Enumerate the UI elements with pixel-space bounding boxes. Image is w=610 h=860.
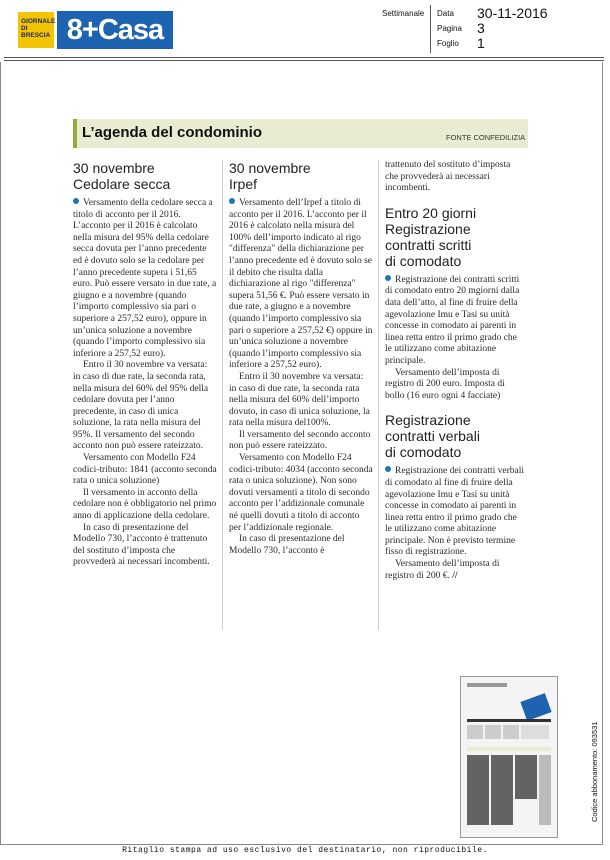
paragraph: Entro il 30 novembre va versata: in caso di due rate, la seconda rata, nella misura del 60% del 95% della cedolare dovuta per l’anno precedente, in caso di unica soluzione, la rata nella misura del 95%. Il versamento del secondo acconto non può essere rateizzato. [73,360,209,452]
heading-line: Registrazione [385,412,471,429]
column-comodato [385,160,525,582]
heading-line: Entro 20 giorni [385,204,477,221]
column-heading [229,160,373,192]
article-source: FONTE CONFEDILIZIA [446,133,526,142]
clipping-border-bottom [0,844,603,845]
heading-line: contratti verbali [385,428,480,445]
paragraph-text: Versamento dell’imposta di registro di 200 €. [385,559,500,581]
paragraph-text: Registrazione dei contratti scritti di comodato entro 20 mgiorni dalla data dell’atto, al fine di fruire della agevolazione Imu e Tasi su unità concesse in comodato ai parenti in linea retta entro il primo grado che le utilizzano come abitazione principale. [385,274,520,366]
paragraph [385,559,525,582]
clipping-border-left [0,62,1,844]
paragraph: trattenuto del sostituto d’imposta che provvederà ai necessari incombenti. [385,160,511,194]
heading-line: Registrazione [385,220,471,237]
paragraph: Versamento con Modello F24 codici-tributo: 4034 (acconto seconda rata o unica soluzione). Non sono dovuti versamenti a titolo di secondo acconto per l’addizionale comunale né quelli dovuti a titolo di acconto per l’addizionale regionale. [229,453,373,533]
end-mark: // [452,570,458,581]
paragraph: Versamento dell’imposta di registro di 200 euro. Imposta di bollo (16 euro ogni 4 facciate) [385,367,505,401]
paragraph: In caso di presentazione del Modello 730, l’acconto è [229,534,345,556]
paragraph-text: Versamento dell’Irpef a titolo di acconto per il 2016. L’acconto per il 2016 è calcolato nella misura del 100% dell’importo indicato al rigo "differenza" della dichiarazione per l’anno precedente ed è dovuto solo se il debito che risulta dalla dichiarazione al rigo "differenza" supera 51,56 €. Può essere versato in due rate, a giugno e a novembre (quando l’importo complessivo sia pari o superiore a 257,52 €) oppure in un’unica soluzione a novembre (quando l’importo complessivo sia inferiore a 257,52 euro). [229,198,373,371]
article-title: L’agenda del condominio [82,124,263,141]
column-heading [73,160,217,192]
page-thumbnail [460,676,558,838]
heading-line: contratti scritti [385,236,472,253]
paragraph [385,466,525,559]
column-heading [385,412,525,460]
paragraph [229,198,373,372]
sheet-value: 1 [477,35,485,51]
banner-accent-bar [73,119,77,148]
bullet-icon [229,198,235,204]
page-value: 3 [477,20,485,36]
bullet-icon [385,466,391,472]
date-value: 30-11-2016 [477,5,548,21]
paragraph: Il versamento del secondo acconto non può essere rateizzato. [229,429,371,452]
heading-line: di comodato [385,252,462,269]
paragraph: Versamento con Modello F24 codici-tributo: 1841 (acconto seconda rata o unica soluzione) [73,453,217,487]
frequency-label: Settimanale [382,9,425,18]
paragraph [385,275,525,368]
header-rule [4,57,604,58]
subscription-code: Codice abbonamento: 093531 [590,721,599,822]
heading-line: di comodato [385,444,462,461]
paragraph [73,198,217,360]
sheet-label: Foglio [437,39,459,48]
thumbnail-image [461,677,557,837]
column-cedolare [73,160,217,569]
paragraph-text: Versamento della cedolare secca a titolo di acconto per il 2016. L’acconto per il 2016 è calcolato nella misura del 95% della cedolare secca dovuta per l’anno precedente ed è dovuto solo se la cedolare per l’anno precedente supera i 51,65 euro. Può essere versato in due rate, a giugno e a novembre (quando l’importo complessivo sia pari o superiore a 257,52 euro), oppure in un’unica soluzione a novembre (quando l’importo complessivo sia inferiore a 257,52 euro). [73,198,217,359]
header-divider [430,5,431,53]
footer-notice: Ritaglio stampa ad uso esclusivo del destinatario, non riproducibile. [122,846,488,855]
column-divider [222,160,223,630]
column-heading [385,205,525,269]
publisher-logo [18,12,54,48]
clipping-border-right [602,62,603,844]
heading-date: 30 novembre [73,160,155,176]
magazine-logo: 8+Casa [57,11,173,49]
paragraph: In caso di presentazione del Modello 730, l’acconto è trattenuto del sostituto d’imposta che provvederà ai necessari incombenti. [73,522,210,568]
publisher-name: GIORNALE DI BRESCIA [21,18,56,39]
paragraph: Entro il 30 novembre va versata: in caso di due rate, la seconda rata nella misura del 60% dell’importo dovuto, in caso di unica soluzione, la rata nella misura del100%. [229,371,370,429]
page-label: Pagina [437,24,462,33]
date-label: Data [437,9,454,18]
header-rule-2 [4,60,604,61]
column-irpef [229,160,373,557]
heading-topic: Cedolare secca [73,176,171,192]
heading-topic: Irpef [229,176,258,192]
column-divider [378,160,379,630]
heading-date: 30 novembre [229,160,311,176]
bullet-icon [73,198,79,204]
bullet-icon [385,275,391,281]
paragraph-text: Registrazione dei contratti verbali di comodato al fine di fruire della agevolazione Imu e Tasi su unità concesse in comodato ai parenti in linea retta entro il primo grado che le utilizzano come abitazione principale. Non è previsto termine fisso di registrazione. [385,466,524,558]
paragraph: Il versamento in acconto della cedolare non è obbligatorio nel primo anno di applicazione della cedolare. [73,487,217,522]
